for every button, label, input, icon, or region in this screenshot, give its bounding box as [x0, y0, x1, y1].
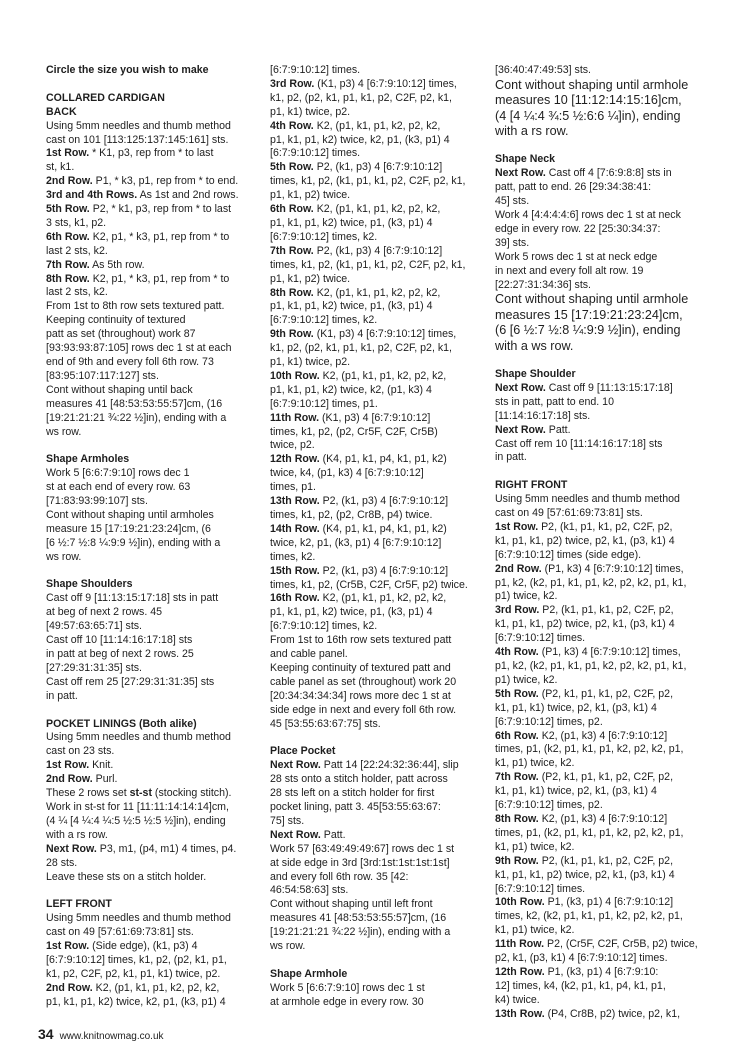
instruction-paragraph — [270, 843, 480, 954]
row-label: 5th Row. — [495, 687, 539, 700]
paragraph-text: Shape Shoulders — [46, 578, 133, 591]
paragraph-text: Work 57 [63:49:49:49:67] rows dec 1 st at side edge in 3rd [3rd:1st:1st:1st:1st] and every foll 6th row. 35 [42: 46:54:58:63] sts. Cont without shaping until left front measures 41 [48:53:53:55:57]cm, (16 [19:21:21:21 ¾:22 ½]in), ending with a ws row. — [270, 842, 455, 953]
paragraph-text: (P1, k3) 4 [6:7:9:10:12] times, p1, k2, (k2, p1, k1, p1, k2, p2, k2, p1, k1, p1) twice, k2. — [495, 646, 687, 686]
instruction-paragraph — [46, 147, 253, 175]
instruction-paragraph — [46, 273, 253, 301]
term-emphasis: st-st — [129, 787, 152, 800]
row-label: 4th Row. — [270, 119, 314, 132]
row-label: 5th Row. — [46, 203, 90, 216]
paragraph-text: P2, * k1, p3, rep from * to last 3 sts, k1, p2. — [46, 203, 232, 229]
paragraph-text: (K1, p3) 4 [6:7:9:10:12] times, k1, p2, (p2, k1, p1, k1, p2, C2F, p2, k1, p1, k1) twice, p2. — [270, 328, 457, 369]
instruction-paragraph — [495, 688, 710, 730]
page-number: 34 — [38, 1026, 54, 1042]
instruction-paragraph — [270, 565, 480, 593]
instruction-paragraph — [46, 982, 253, 1010]
instruction-paragraph — [495, 292, 710, 354]
instruction-paragraph — [46, 203, 253, 231]
paragraph-text: K2, (p1, k3) 4 [6:7:9:10:12] times, p1, (k2, p1, k1, p1, k2, p2, k2, p1, k1, p1) twice, k2. — [495, 812, 684, 853]
row-label: 12th Row. — [270, 453, 320, 466]
row-label: 14th Row. — [270, 522, 320, 535]
column-middle — [270, 64, 480, 1010]
paragraph-text: RIGHT FRONT — [495, 479, 568, 492]
instruction-paragraph — [270, 120, 480, 162]
paragraph-text: (K1, p3) 4 [6:7:9:10:12] times, k1, p2, (p2, Cr5F, C2F, Cr5B) twice, p2. — [270, 411, 438, 452]
paragraph-text: Shape Neck — [495, 153, 556, 166]
paragraph-text: Shape Armhole — [270, 967, 348, 980]
instruction-paragraph — [46, 259, 253, 273]
instruction-paragraph — [495, 424, 710, 438]
instruction-paragraph — [46, 592, 253, 703]
paragraph-text: * K1, p3, rep from * to last st, k1. — [46, 147, 214, 174]
row-label: 1st Row. — [46, 147, 90, 160]
instruction-paragraph — [270, 453, 480, 495]
section-heading — [495, 479, 710, 493]
row-label: 9th Row. — [495, 854, 539, 867]
row-label: 7th Row. — [495, 771, 539, 784]
row-label: 7th Row. — [270, 244, 314, 257]
row-label: 11th Row. — [270, 411, 320, 424]
paragraph-text: Work 5 [6:6:7:9:10] rows dec 1 st at each end of every row. 63 [71:83:93:99:107] sts. Cont without shaping until armholes measure 15 [17:19:21:23:24]cm, (6 [6 ½:7 ½:8 ¼:9:9 ½]in), ending with a ws row. — [46, 467, 221, 563]
instruction-paragraph — [270, 829, 480, 843]
paragraph-text: Cast off rem 10 [11:14:16:17:18] sts in patt. — [495, 437, 663, 464]
row-label: 1st Row. — [46, 940, 90, 953]
paragraph-text: Cont without shaping until armhole measures 10 [11:12:14:15:16]cm, (4 [4 ¼:4 ¾:5 ½:6:6 ¼]in), ending with a rs row. — [495, 77, 689, 139]
instruction-paragraph — [270, 592, 480, 634]
paragraph-text: P1, (k3, p1) 4 [6:7:9:10: 12] times, k4, (k2, p1, k1, p4, k1, p1, k4) twice. — [495, 965, 666, 1006]
row-label: 13th Row. — [495, 1007, 545, 1020]
paragraph-text: These 2 rows set — [46, 787, 130, 800]
row-label: 9th Row. — [270, 328, 314, 341]
row-label: 5th Row. — [270, 161, 314, 174]
instruction-paragraph — [495, 966, 710, 1008]
paragraph-text: [36:40:47:49:53] sts. — [495, 64, 592, 76]
paragraph-text: Patt. — [320, 828, 346, 841]
instruction-paragraph — [270, 78, 480, 120]
row-label: 13th Row. — [270, 495, 320, 508]
page-footer — [38, 1026, 164, 1042]
instruction-paragraph — [495, 563, 710, 605]
instruction-paragraph — [270, 328, 480, 370]
paragraph-text: (K1, p3) 4 [6:7:9:10:12] times, k1, p2, (p2, k1, p1, k1, p2, C2F, p2, k1, p1, k1) twice, p2. — [270, 77, 457, 118]
row-label: 16th Row. — [270, 592, 320, 605]
row-label: 8th Row. — [46, 272, 90, 285]
instruction-paragraph — [270, 287, 480, 329]
paragraph-text: As 5th row. — [89, 258, 145, 271]
paragraph-text: POCKET LININGS (Both alike) — [46, 717, 197, 730]
instruction-paragraph — [495, 855, 710, 897]
row-label: 2nd Row. — [495, 562, 542, 575]
row-label: 12th Row. — [495, 965, 545, 978]
paragraph-text: (P1, k3) 4 [6:7:9:10:12] times, p1, k2, (k2, p1, k1, p1, k2, p2, k2, p1, k1, p1) twice, k2. — [495, 562, 687, 603]
paragraph-text: P2, (k1, p3) 4 [6:7:9:10:12] times, k1, p2, (Cr5B, C2F, Cr5F, p2) twice. — [270, 564, 468, 591]
paragraph-text: Cont without shaping until armhole measures 15 [17:19:21:23:24]cm, (6 [6 ½:7 ½:8 ¼:9:9 ½]in), ending with a ws row. — [495, 292, 689, 353]
paragraph-text: Work 5 [6:6:7:9:10] rows dec 1 st at armhole edge in every row. 30 — [270, 981, 425, 1008]
instruction-paragraph — [495, 1008, 710, 1022]
instruction-paragraph — [46, 300, 253, 439]
paragraph-text: Using 5mm needles and thumb method cast on 101 [113:125:137:145:161] sts. — [46, 119, 231, 146]
paragraph-text: P2, (k1, p1, k1, p2, C2F, p2, k1, p1, k1, p2) twice, p2, k1, (p3, k1) 4 [6:7:9:10:12] times. — [495, 604, 675, 645]
row-label: 1st Row. — [495, 520, 539, 533]
paragraph-text: K2, (p1, k3) 4 [6:7:9:10:12] times, p1, (k2, p1, k1, p1, k2, p2, k2, p1, k1, p1) twice, k2. — [495, 729, 684, 770]
row-label: Next Row. — [495, 423, 546, 436]
instruction-paragraph — [495, 646, 710, 688]
row-label: 6th Row. — [270, 203, 314, 216]
instruction-paragraph — [495, 382, 710, 424]
section-heading — [46, 898, 253, 912]
row-label: 4th Row. — [495, 646, 539, 659]
paragraph-text: COLLARED CARDIGAN BACK — [46, 91, 165, 118]
paragraph-text: Cast off 9 [11:13:15:17:18] sts in patt at beg of next 2 rows. 45 [49:57:63:65:71] sts. Cast off 10 [11:14:16:17:18] sts in patt at beg of next 2 rows. 25 [27:29:31:31:35] sts. Cast off rem 25 [27:29:31:31:35] sts in patt. — [46, 592, 219, 702]
paragraph-text: Patt 14 [22:24:32:36:44], slip 28 sts onto a stitch holder, patt across 28 sts left on a stitch holder for first pocket lining, patt 3. 45[53:55:63:67: 75] sts. — [270, 759, 459, 827]
paragraph-text: LEFT FRONT — [46, 898, 112, 911]
row-label: Next Row. — [495, 167, 546, 180]
paragraph-text: (P2, k1, p1, k1, p2, C2F, p2, k1, p1, k1) twice, p2, k1, (p3, k1) 4 [6:7:9:10:12] times, p2. — [495, 771, 674, 812]
paragraph-text: Patt. — [545, 423, 571, 436]
paragraph-text: From 1st to 16th row sets textured patt and cable panel. Keeping continuity of textured patt and cable panel as set (throughout) work 20 [20:34:34:34:34] rows more dec 1 st at side edge in next and every foll 6th row. 45 [53:55:63:67:75] sts. — [270, 634, 457, 730]
paragraph-text: Place Pocket — [270, 745, 336, 758]
row-label: 15th Row. — [270, 564, 320, 577]
paragraph-text: Knit. — [89, 759, 114, 772]
paragraph-text: [6:7:9:10:12] times. — [270, 64, 361, 76]
row-label: 3rd Row. — [495, 604, 540, 617]
row-label: 6th Row. — [46, 230, 90, 243]
instruction-paragraph — [270, 161, 480, 203]
column-left — [46, 64, 253, 1010]
paragraph-text: P2, (k1, p1, k1, p2, C2F, p2, k1, p1, k1, p2) twice, p2, k1, (p3, k1) 4 [6:7:9:10:12] times (side edge). — [495, 520, 675, 561]
paragraph-text: K2, (p1, k1, p1, k2, p2, k2, p1, k1, p1, k2) twice, p1, (k3, p1) 4 [6:7:9:10:12] times, k2. — [270, 286, 441, 327]
paragraph-text: Shape Armholes — [46, 453, 130, 466]
instruction-paragraph — [46, 759, 253, 773]
section-heading — [495, 153, 710, 167]
instruction-paragraph — [46, 467, 253, 564]
paragraph-text: From 1st to 8th row sets textured patt. Keeping continuity of textured patt as set (throughout) work 87 [93:93:93:87:105] rows dec 1 st at each end of 9th and every foll 6th row. 73 [83:95:107:117:127] sts. Cont without shaping until back measures 41 [48:53:53:55:57]cm, (16 [19:21:21:21 ¾:22 ½]in), ending with a ws row. — [46, 300, 232, 438]
paragraph-text: K2, p1, * k3, p1, rep from * to last 2 sts, k2. — [46, 230, 230, 257]
paragraph-text: P2, (k1, p1, k1, p2, C2F, p2, k1, p1, k1, p2) twice, p2, k1, (p3, k1) 4 [6:7:9:10:12] times. — [495, 854, 675, 895]
row-label: 2nd Row. — [46, 175, 93, 188]
paragraph-text: Circle the size you wish to make — [46, 64, 209, 76]
paragraph-text: Cast off 4 [7:6:9:8:8] sts in patt, patt to end. 26 [29:34:38:41: 45] sts. Work 4 [4:4:4:4:6] rows dec 1 st at neck edge in every row. 22 [25:30:34:37: 39] sts. Work 5 rows dec 1 st at neck edge in next and every foll alt row. 19 [22:27:31:34:36] sts. — [495, 167, 681, 291]
section-heading — [46, 453, 253, 467]
paragraph-text: Purl. — [92, 773, 118, 786]
row-label: 2nd Row. — [46, 773, 93, 786]
instruction-paragraph — [46, 175, 253, 189]
row-label: 11th Row. — [495, 938, 545, 951]
instruction-paragraph — [495, 896, 710, 938]
instruction-paragraph — [270, 64, 480, 78]
row-label: 8th Row. — [495, 812, 539, 825]
instruction-paragraph — [46, 773, 253, 787]
row-label: 6th Row. — [495, 729, 539, 742]
row-label: 8th Row. — [270, 286, 314, 299]
instruction-paragraph — [495, 493, 710, 521]
paragraph-text: (P2, k1, p1, k1, p2, C2F, p2, k1, p1, k1) twice, p2, k1, (p3, k1) 4 [6:7:9:10:12] times, p2. — [495, 687, 674, 728]
instruction-paragraph — [46, 940, 253, 982]
instruction-paragraph — [495, 938, 710, 966]
row-label: 10th Row. — [270, 369, 320, 382]
instruction-paragraph — [270, 759, 480, 829]
paragraph-text: (K4, p1, k1, p4, k1, p1, k2) twice, k4, (p1, k3) 4 [6:7:9:10:12] times, p1. — [270, 453, 447, 494]
instruction-paragraph — [495, 167, 710, 292]
paragraph-text: (Side edge), (k1, p3) 4 [6:7:9:10:12] times, k1, p2, (p2, k1, p1, k1, p2, C2F, p2, k1, p1, k1) twice, p2. — [46, 940, 227, 980]
paragraph-text: K2, (p1, k1, p1, k2, p2, k2, p1, k1, p1, k2) twice, k2, p1, (k3, p1) 4 [6:7:9:10:12] times. — [270, 119, 450, 160]
paragraph-text: P2, (k1, p3) 4 [6:7:9:10:12] times, k1, p2, (k1, p1, k1, p2, C2F, p2, k1, p1, k1, p2) twice. — [270, 244, 466, 285]
paragraph-text: Using 5mm needles and thumb method cast on 23 sts. — [46, 731, 231, 758]
row-label: Next Row. — [270, 828, 321, 841]
paragraph-text: P2, (Cr5F, C2F, Cr5B, p2) twice, p2, k1, (p3, k1) 4 [6:7:9:10:12] times. — [495, 938, 698, 965]
paragraph-text: P1, (k3, p1) 4 [6:7:9:10:12] times, k2, (k2, p1, k1, p1, k2, p2, k2, p1, k1, p1) twice, k2. — [495, 896, 683, 937]
instruction-paragraph — [270, 495, 480, 523]
row-label: 7th Row. — [46, 258, 90, 271]
paragraph-text: P1, * k3, p1, rep from * to end. — [92, 175, 239, 188]
section-heading — [46, 718, 253, 732]
section-heading — [46, 64, 253, 78]
instruction-paragraph — [270, 634, 480, 731]
instruction-paragraph — [495, 78, 710, 140]
row-label: 2nd Row. — [46, 981, 93, 994]
instruction-paragraph — [495, 64, 710, 78]
paragraph-text: K2, (p1, k1, p1, k2, p2, k2, p1, k1, p1, k2) twice, p1, (k3, p1) 4 [6:7:9:10:12] times, k2. — [270, 592, 447, 633]
instruction-paragraph — [46, 120, 253, 148]
instruction-paragraph — [46, 912, 253, 940]
row-label: Next Row. — [495, 381, 546, 394]
instruction-paragraph — [46, 189, 253, 203]
instruction-paragraph — [270, 245, 480, 287]
paragraph-text: K2, (p1, k1, p1, k2, p2, k2, p1, k1, p1, k2) twice, k2, (p1, k3) 4 [6:7:9:10:12] times, p1. — [270, 369, 447, 410]
paragraph-text: Using 5mm needles and thumb method cast on 49 [57:61:69:73:81] sts. — [46, 912, 231, 939]
section-heading — [270, 968, 480, 982]
paragraph-text: P2, (k1, p3) 4 [6:7:9:10:12] times, k1, p2, (p2, Cr8B, p4) twice. — [270, 495, 449, 521]
section-heading — [46, 92, 253, 120]
instruction-paragraph — [270, 370, 480, 412]
paragraph-text: Using 5mm needles and thumb method cast on 49 [57:61:69:73:81] sts. — [495, 493, 680, 520]
instruction-paragraph — [270, 203, 480, 245]
instruction-paragraph — [46, 731, 253, 759]
row-label: 10th Row. — [495, 896, 545, 909]
column-right — [495, 64, 710, 1022]
section-heading — [270, 745, 480, 759]
row-label: Next Row. — [270, 759, 321, 772]
instruction-paragraph — [46, 231, 253, 259]
instruction-paragraph — [270, 982, 480, 1010]
instruction-paragraph — [495, 813, 710, 855]
row-label: 3rd Row. — [270, 77, 315, 90]
instruction-paragraph — [270, 523, 480, 565]
row-label: Next Row. — [46, 842, 97, 855]
paragraph-text: (K4, p1, k1, p4, k1, p1, k2) twice, k2, p1, (k3, p1) 4 [6:7:9:10:12] times, k2. — [270, 522, 447, 563]
instruction-paragraph — [270, 412, 480, 454]
paragraph-text: K2, p1, * k3, p1, rep from * to last 2 sts, k2. — [46, 272, 230, 299]
paragraph-text: Shape Shoulder — [495, 368, 576, 380]
paragraph-text: (P4, Cr8B, p2) twice, p2, k1, — [544, 1007, 681, 1020]
row-label: 3rd and 4th Rows. — [46, 189, 138, 202]
instruction-paragraph — [46, 787, 253, 843]
instruction-paragraph — [46, 843, 253, 885]
section-heading — [46, 578, 253, 592]
paragraph-text: P2, (k1, p3) 4 [6:7:9:10:12] times, k1, p2, (k1, p1, k1, p2, C2F, p2, k1, p1, k1, p2) twice. — [270, 161, 466, 202]
instruction-paragraph — [495, 730, 710, 772]
instruction-paragraph — [495, 604, 710, 646]
website-url: www.knitnowmag.co.uk — [59, 1031, 164, 1042]
section-heading — [495, 368, 710, 382]
paragraph-text: As 1st and 2nd rows. — [137, 189, 239, 202]
paragraph-text: K2, (p1, k1, p1, k2, p2, k2, p1, k1, p1, k2) twice, p1, (k3, p1) 4 [6:7:9:10:12] times, k2. — [270, 203, 441, 243]
paragraph-text: (stocking stitch). Work in st-st for 11 [11:11:14:14:14]cm, (4 ¼ [4 ¼:4 ¼:5 ½:5 ½:5 ½]in), ending with a rs row. — [46, 787, 232, 841]
instruction-paragraph — [495, 438, 710, 466]
instruction-paragraph — [495, 771, 710, 813]
paragraph-text: P3, m1, (p4, m1) 4 times, p4. 28 sts. Leave these sts on a stitch holder. — [46, 842, 237, 883]
paragraph-text: Cast off 9 [11:13:15:17:18] sts in patt, patt to end. 10 [11:14:16:17:18] sts. — [495, 381, 673, 422]
instruction-paragraph — [495, 521, 710, 563]
paragraph-text: K2, (p1, k1, p1, k2, p2, k2, p1, k1, p1, k2) twice, k2, p1, (k3, p1) 4 — [46, 981, 226, 1008]
row-label: 1st Row. — [46, 759, 90, 772]
